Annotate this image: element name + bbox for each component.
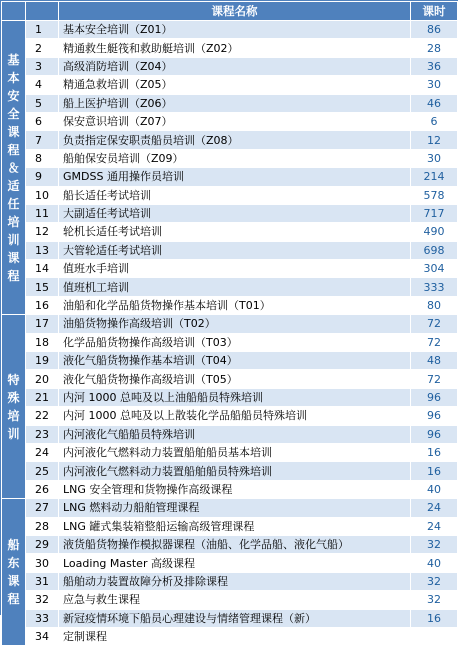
row-number: 29	[26, 535, 59, 553]
course-hours: 72	[411, 370, 458, 388]
row-number: 5	[26, 94, 59, 112]
row-number: 31	[26, 572, 59, 590]
row-number: 32	[26, 591, 59, 609]
course-hours: 32	[411, 591, 458, 609]
course-name: 应急与救生课程	[59, 591, 411, 609]
row-number: 17	[26, 315, 59, 333]
course-name: 内河液化气燃料动力装置船舶船员特殊培训	[59, 462, 411, 480]
category-cell: 船东课程	[2, 499, 26, 646]
row-number: 9	[26, 168, 59, 186]
table-row	[2, 241, 458, 259]
row-number: 22	[26, 407, 59, 425]
course-name: 内河液化气船船员特殊培训	[59, 425, 411, 443]
table-row	[2, 499, 458, 517]
course-hours: 16	[411, 609, 458, 627]
table-row	[2, 591, 458, 609]
table-row	[2, 425, 458, 443]
course-hours: 40	[411, 480, 458, 498]
header-hours: 课时	[411, 2, 458, 21]
course-hours: 80	[411, 296, 458, 314]
course-hours: 717	[411, 204, 458, 222]
course-name: 液化气船货物操作基本培训（T04）	[59, 352, 411, 370]
row-number: 2	[26, 39, 59, 57]
course-name: 新冠疫情环境下船员心理建设与情绪管理课程（新）	[59, 609, 411, 627]
course-name: 液化气船货物操作高级培训（T05）	[59, 370, 411, 388]
row-number: 7	[26, 131, 59, 149]
course-name: 值班机工培训	[59, 278, 411, 296]
course-hours: 24	[411, 499, 458, 517]
row-number: 28	[26, 517, 59, 535]
header-course-name: 课程名称	[59, 2, 411, 21]
row-number: 14	[26, 260, 59, 278]
course-hours: 16	[411, 462, 458, 480]
course-hours: 12	[411, 131, 458, 149]
table-row	[2, 149, 458, 167]
course-hours: 214	[411, 168, 458, 186]
table-row	[2, 168, 458, 186]
table-row	[2, 57, 458, 75]
table-row	[2, 131, 458, 149]
category-cell: 特殊培训	[2, 315, 26, 499]
row-number: 13	[26, 241, 59, 259]
row-number: 11	[26, 204, 59, 222]
table-row	[2, 352, 458, 370]
course-hours: 24	[411, 517, 458, 535]
row-number: 27	[26, 499, 59, 517]
table-row	[2, 39, 458, 57]
table-row	[2, 204, 458, 222]
row-number: 12	[26, 223, 59, 241]
course-hours: 86	[411, 21, 458, 39]
course-name: 油船和化学品船货物操作基本培训（T01）	[59, 296, 411, 314]
course-hours: 16	[411, 443, 458, 461]
row-number: 33	[26, 609, 59, 627]
table-row	[2, 278, 458, 296]
row-number: 15	[26, 278, 59, 296]
course-name: 高级消防培训（Z04）	[59, 57, 411, 75]
course-hours	[411, 627, 458, 645]
row-number: 16	[26, 296, 59, 314]
table-row	[2, 315, 458, 333]
course-hours: 32	[411, 572, 458, 590]
course-name: 基本安全培训（Z01）	[59, 21, 411, 39]
course-hours: 490	[411, 223, 458, 241]
row-number: 34	[26, 627, 59, 645]
course-hours: 304	[411, 260, 458, 278]
course-hours: 32	[411, 535, 458, 553]
table-row	[2, 572, 458, 590]
course-hours: 72	[411, 333, 458, 351]
table-row	[2, 554, 458, 572]
course-hours: 40	[411, 554, 458, 572]
table-row	[2, 223, 458, 241]
table-row	[2, 260, 458, 278]
course-name: 内河液化气燃料动力装置船舶船员基本培训	[59, 443, 411, 461]
course-name: 负责指定保安职责船员培训（Z08）	[59, 131, 411, 149]
table-row	[2, 21, 458, 39]
course-name: 船舶动力装置故障分析及排除课程	[59, 572, 411, 590]
row-number: 21	[26, 388, 59, 406]
row-number: 26	[26, 480, 59, 498]
course-name: Loading Master 高级课程	[59, 554, 411, 572]
course-name: 液货船货物操作模拟器课程（油船、化学品船、液化气船）	[59, 535, 411, 553]
table-row	[2, 443, 458, 461]
table-row	[2, 370, 458, 388]
table-header-row	[2, 2, 458, 21]
course-name: LNG 燃料动力船舶管理课程	[59, 499, 411, 517]
row-number: 20	[26, 370, 59, 388]
course-hours: 96	[411, 388, 458, 406]
course-hours: 96	[411, 425, 458, 443]
course-hours: 30	[411, 76, 458, 94]
course-hours: 46	[411, 94, 458, 112]
course-name: 轮机长适任考试培训	[59, 223, 411, 241]
course-name: 船上医护培训（Z06）	[59, 94, 411, 112]
row-number: 10	[26, 186, 59, 204]
table-row	[2, 94, 458, 112]
table-row	[2, 186, 458, 204]
course-hours: 48	[411, 352, 458, 370]
course-name: 化学品船货物操作高级培训（T03）	[59, 333, 411, 351]
row-number: 25	[26, 462, 59, 480]
course-name: 保安意识培训（Z07）	[59, 112, 411, 130]
row-number: 23	[26, 425, 59, 443]
course-name: LNG 罐式集装箱整船运输高级管理课程	[59, 517, 411, 535]
course-hours: 36	[411, 57, 458, 75]
row-number: 3	[26, 57, 59, 75]
course-name: 内河 1000 总吨及以上油船船员特殊培训	[59, 388, 411, 406]
table-row	[2, 535, 458, 553]
course-hours: 72	[411, 315, 458, 333]
row-number: 30	[26, 554, 59, 572]
course-name: 船长适任考试培训	[59, 186, 411, 204]
course-hours: 96	[411, 407, 458, 425]
row-number: 4	[26, 76, 59, 94]
course-name: 大副适任考试培训	[59, 204, 411, 222]
table-row	[2, 609, 458, 627]
table-row	[2, 333, 458, 351]
header-category	[2, 2, 26, 21]
table-row	[2, 480, 458, 498]
course-name: 船舶保安员培训（Z09）	[59, 149, 411, 167]
course-hours: 30	[411, 149, 458, 167]
course-name: 值班水手培训	[59, 260, 411, 278]
row-number: 6	[26, 112, 59, 130]
course-name: 内河 1000 总吨及以上散装化学品船船员特殊培训	[59, 407, 411, 425]
category-cell: 基本安全课程＆适任培训课程	[2, 21, 26, 315]
table-row	[2, 76, 458, 94]
row-number: 19	[26, 352, 59, 370]
course-table	[1, 1, 458, 646]
table-row	[2, 112, 458, 130]
course-hours: 333	[411, 278, 458, 296]
course-name: 精通急救培训（Z05）	[59, 76, 411, 94]
course-name: 定制课程	[59, 627, 411, 645]
course-hours: 698	[411, 241, 458, 259]
table-row	[2, 627, 458, 645]
course-name: LNG 安全管理和货物操作高级课程	[59, 480, 411, 498]
course-name: GMDSS 通用操作员培训	[59, 168, 411, 186]
course-hours: 28	[411, 39, 458, 57]
course-name: 大管轮适任考试培训	[59, 241, 411, 259]
table-row	[2, 462, 458, 480]
table-row	[2, 407, 458, 425]
course-name: 油船货物操作高级培训（T02）	[59, 315, 411, 333]
row-number: 8	[26, 149, 59, 167]
table-row	[2, 388, 458, 406]
table-row	[2, 296, 458, 314]
header-number	[26, 2, 59, 21]
row-number: 24	[26, 443, 59, 461]
row-number: 18	[26, 333, 59, 351]
row-number: 1	[26, 21, 59, 39]
table-body	[2, 21, 458, 646]
course-hours: 6	[411, 112, 458, 130]
table-row	[2, 517, 458, 535]
course-name: 精通救生艇筏和救助艇培训（Z02）	[59, 39, 411, 57]
course-hours: 578	[411, 186, 458, 204]
